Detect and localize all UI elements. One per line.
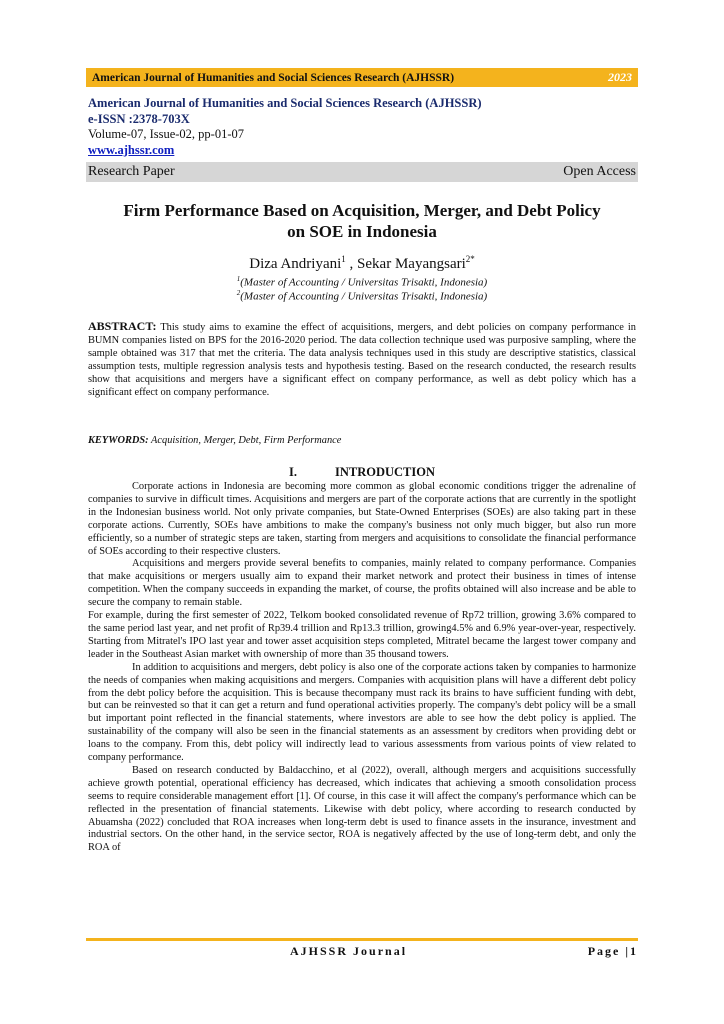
paragraph: In addition to acquisitions and mergers, debt policy is also one of the corporate actions taken by companies to harmonize the needs of companies when making acquisitions and mergers. Companies with acquisition plans will have a different debt policy from the debt policy before the acquisition. This is because thecompany must rack its brains to have sufficient funding with debt, but can be reinvested so that it can get a return and fund operational activities properly. The company's debt policy will be a small but important point reflected in the financial statements, where investors are able to see how the debt policy is applied. The sustainability of the company will also be seen in the financial statements as an assessment by creditors when providing debt or loans to the company. From this, debt policy will indirectly lead to various assessments from various points of view related to company performance.	[88, 661, 636, 764]
footer-page-number: 1	[630, 944, 638, 958]
paragraph: Based on research conducted by Baldacchino, et al (2022), overall, although mergers and acquisitions successfully achieve growth potential, operational efficiency has decreased, which indicates that achieving a smooth consolidation process seems to require considerable management effort [1]. Of course, in this case it will affect the company's performance which can be reflected in the presentation of financial statements. Likewise with debt policy, where according to research conducted by Abuamsha (2022) concluded that ROA increases when long-term debt is used to finance assets in the insurance, investment and industrial sectors. On the other hand, in the service sector, ROA is negatively affected by the use of long-term debt, and only the ROA of	[88, 764, 636, 854]
meta-issn: e-ISSN :2378-703X	[88, 111, 190, 126]
paper-title-line1: Firm Performance Based on Acquisition, Merger, and Debt Policy	[123, 201, 601, 220]
author-1-sup: 1	[341, 254, 346, 264]
abstract-label: ABSTRACT:	[88, 319, 157, 333]
author-2: Sekar Mayangsari	[357, 256, 466, 272]
header-year: 2023	[608, 70, 632, 84]
journal-meta	[88, 96, 638, 158]
paragraph: For example, during the first semester of 2022, Telkom booked consolidated revenue of Rp72 trillion, growing 3.6% compared to the same period last year, and net profit of Rp39.4 trillion and Rp13.3 trillion, growing4.5% and 6.9% year-over-year, respectively. Starting from Mitratel's IPO last year and tower asset acquisition steps completed, Mitratel became the largest tower company and leader in the Southeast Asian market with ownership of more than 35 thousand towers.	[88, 610, 636, 660]
keywords-text: Acquisition, Merger, Debt, Firm Performance	[151, 435, 342, 446]
affiliation-2-sup: 2	[236, 289, 241, 297]
footer-page-label: Page |	[587, 944, 630, 958]
meta-journal-name: American Journal of Humanities and Social Sciences Research (AJHSSR)	[88, 96, 482, 110]
meta-volume: Volume-07, Issue-02, pp-01-07	[88, 127, 244, 141]
paper-type-band	[86, 162, 638, 182]
footer-rule	[86, 938, 638, 941]
keywords	[88, 435, 636, 446]
access-label: Open Access	[563, 164, 636, 179]
section-title: INTRODUCTION	[334, 465, 435, 479]
author-1: Diza Andriyani	[249, 256, 342, 272]
paper-type-label: Research Paper	[88, 164, 175, 179]
affiliation-1-text: (Master of Accounting / Universitas Trisakti, Indonesia)	[240, 276, 488, 289]
paper-title-line2: on SOE in Indonesia	[287, 222, 437, 241]
paragraph: Corporate actions in Indonesia are becoming more common as global economic conditions trigger the adrenaline of companies to survive in difficult times. Acquisitions and mergers are part of the corporate actions that are currently in the spotlight in the Indonesian business world. Not only private companies, but State-Owned Enterprises (SOEs) are also taking part in these corporate actions. Currently, SOEs have ambitions to make the company's business not only much bigger, but also run more efficiently, so a number of strategic steps are taken, starting from mergers and acquisitions to consolidate the financial performance of SOEs according to their respective clusters.	[88, 481, 636, 557]
abstract	[88, 320, 636, 399]
affiliation-1	[86, 275, 638, 289]
footer-journal: AJHSSR Journal	[290, 944, 408, 958]
affiliation-2-text: (Master of Accounting / Universitas Trisakti, Indonesia)	[240, 290, 488, 303]
footer-page	[588, 944, 638, 959]
journal-header-band	[86, 68, 638, 87]
author-separator: ,	[345, 256, 358, 272]
page-footer	[86, 944, 638, 959]
abstract-text: This study aims to examine the effect of acquisitions, mergers, and debt policies on company performance in BUMN companies listed on BPS for the 2016-2020 period. The data collection technique used was purposive sampling, where the sample obtained was 317 that met the criteria. The data analysis techniques used in this study are descriptive statistics, classical assumption tests, multiple regression analysis tests and hypothesis testing. Based on the research conducted, the research results show that acquisitions and mergers have a significant effect on company performance, as well as debt policy which has a significant effect on company performance.	[88, 322, 636, 398]
paragraph: Acquisitions and mergers provide several benefits to companies, mainly related to company performance. Companies that make acquisitions or mergers usually aim to expand their market network and protect their business in times of intense competition. When the company succeeds in expanding the market, of course, the profits obtained will also increase and be able to secure the company to remain stable.	[88, 558, 636, 609]
section-number: I.	[288, 465, 297, 479]
affiliation-1-sup: 1	[236, 275, 241, 283]
paper-title	[86, 200, 638, 242]
keywords-label: KEYWORDS:	[88, 435, 149, 446]
affiliation-2	[86, 289, 638, 303]
section-heading	[86, 465, 638, 480]
author-2-sup: 2*	[465, 254, 475, 264]
journal-website-link[interactable]: www.ajhssr.com	[88, 142, 175, 157]
body-text	[88, 481, 636, 855]
header-journal-name: American Journal of Humanities and Social Sciences Research (AJHSSR)	[92, 71, 455, 84]
authors	[86, 254, 638, 273]
